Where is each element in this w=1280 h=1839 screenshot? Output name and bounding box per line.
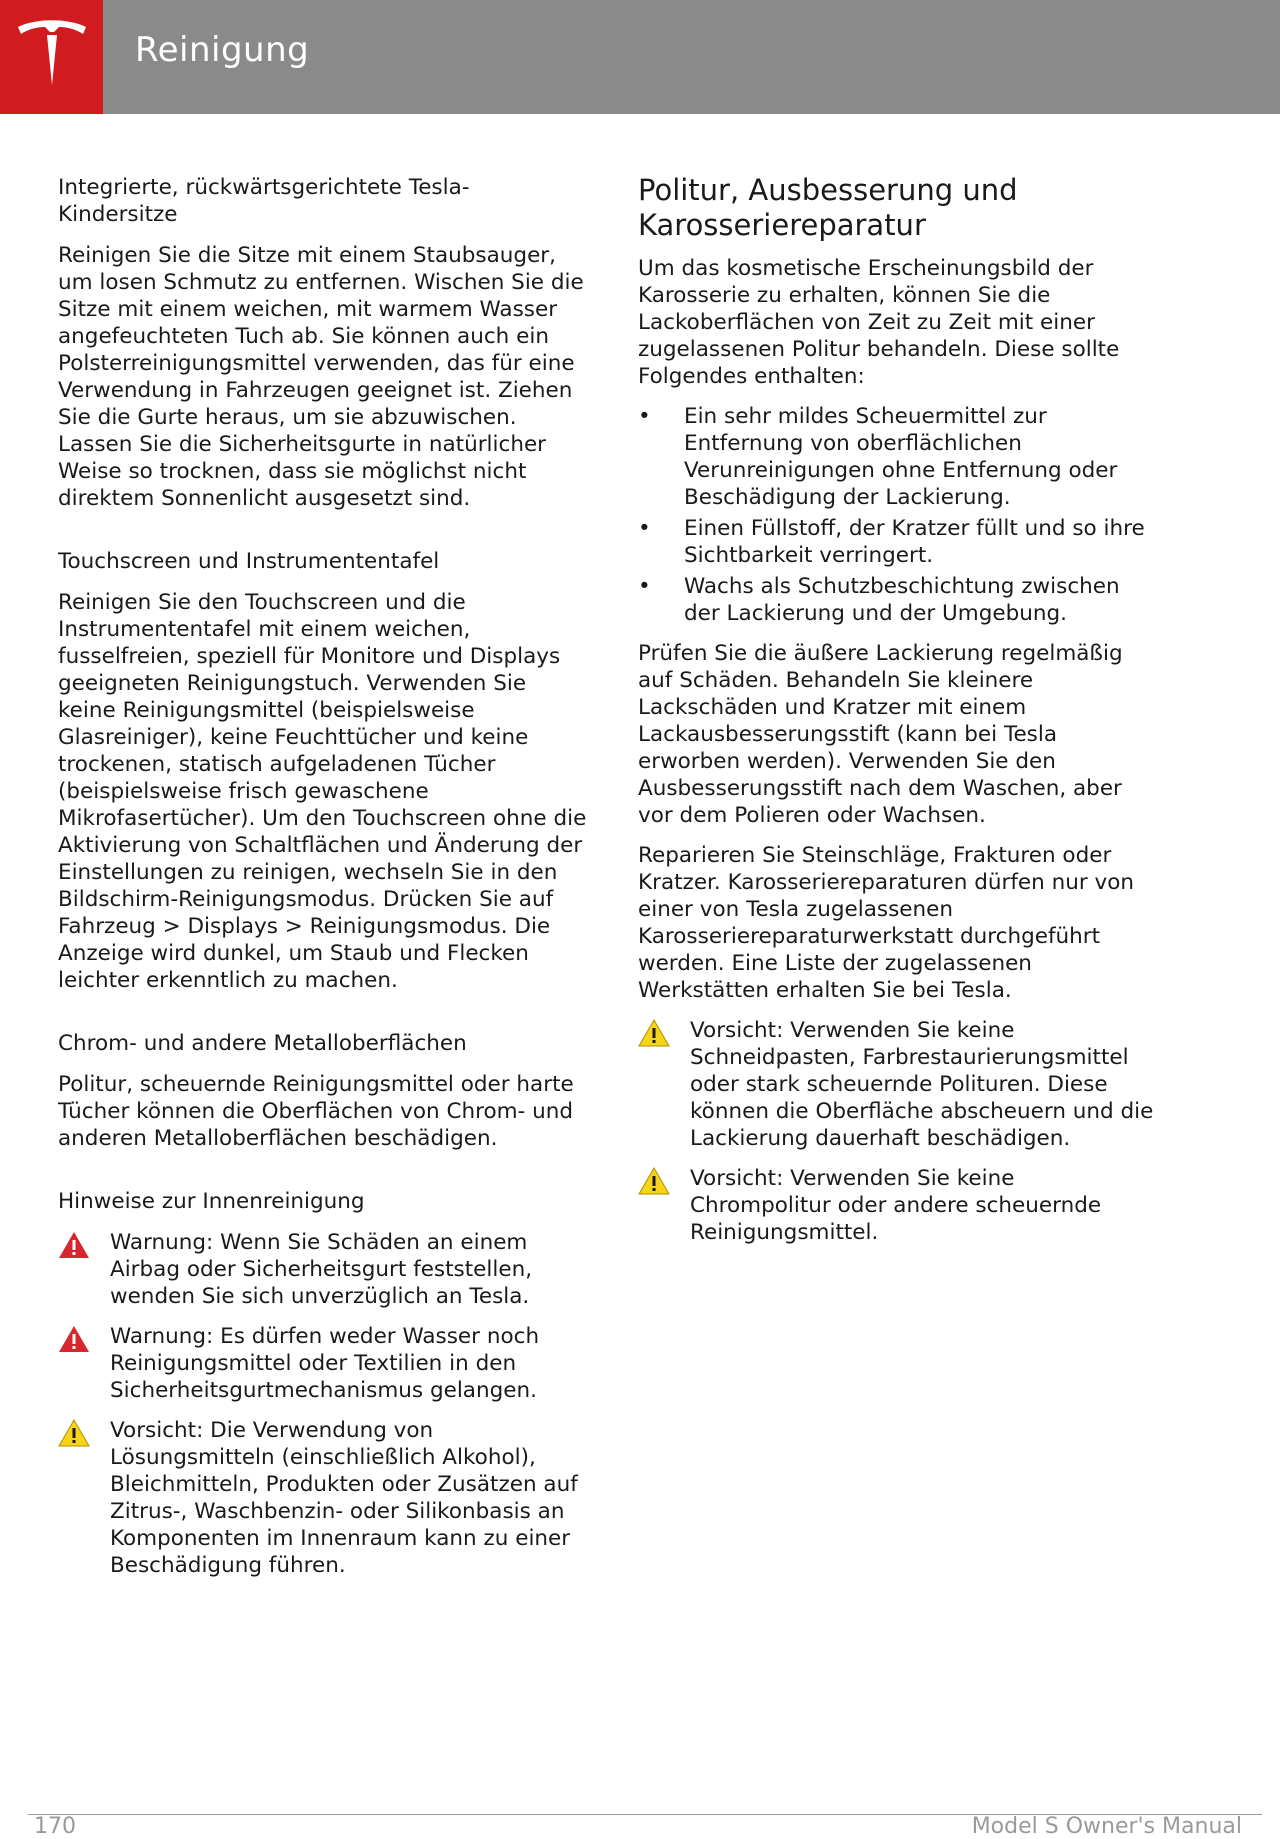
- list-item: [638, 515, 1158, 569]
- manual-title: Model S Owner's Manual: [971, 1814, 1242, 1839]
- bullet-icon: •: [638, 404, 651, 429]
- list-item: [638, 573, 1158, 627]
- caution-yellow-icon: [638, 1167, 670, 1195]
- paint-check-paragraph: Prüfen Sie die äußere Lackierung regelmäßig auf Schäden. Behandeln Sie kleinere Lackschäden und Kratzer mit einem Lackausbesserungsstift (kann bei Tesla erworben werden). Verwenden Sie den Ausbesserungsstift nach dem Waschen, aber vor dem Polieren oder Wachsen.: [638, 641, 1123, 828]
- page-number: 170: [34, 1814, 76, 1839]
- tesla-logo-icon: [14, 19, 90, 89]
- notice-text: Vorsicht: Verwenden Sie keine Chrompolitur oder andere scheuernde Reinigungsmittel.: [690, 1166, 1102, 1245]
- notice-text: Warnung: Es dürfen weder Wasser noch Reinigungsmittel oder Textilien in den Sicherheitsgurtmechanismus gelangen.: [110, 1324, 540, 1403]
- section-heading-interior-notes: Hinweise zur Innenreinigung: [58, 1189, 365, 1214]
- section-title-polish: Politur, Ausbesserung und Karosseriereparatur: [638, 173, 1018, 242]
- warning-red-icon: [58, 1231, 90, 1259]
- bullet-icon: •: [638, 574, 651, 599]
- bullet-icon: •: [638, 516, 651, 541]
- page-title: Reinigung: [135, 30, 310, 70]
- caution-yellow-icon: [58, 1419, 90, 1447]
- page-header: [0, 0, 1280, 114]
- list-item-text: Ein sehr mildes Scheuermittel zur Entfernung von oberflächlichen Verunreinigungen ohne Entfernung oder Beschädigung der Lackierung.: [684, 404, 1118, 510]
- chrome-paragraph: Politur, scheuernde Reinigungsmittel oder harte Tücher können die Oberflächen von Chrom- und anderen Metalloberflächen beschädigen.: [58, 1072, 574, 1151]
- polish-intro-paragraph: Um das kosmetische Erscheinungsbild der Karosserie zu erhalten, können Sie die Lackoberflächen von Zeit zu Zeit mit einer zugelassenen Politur behandeln. Diese sollte Folgendes enthalten:: [638, 256, 1120, 389]
- warning-notice: [58, 1323, 588, 1404]
- notice-text: Warnung: Wenn Sie Schäden an einem Airbag oder Sicherheitsgurt feststellen, wenden Sie sich unverzüglich an Tesla.: [110, 1230, 533, 1309]
- section-heading-touchscreen: Touchscreen und Instrumententafel: [58, 549, 440, 574]
- child-seats-paragraph: Reinigen Sie die Sitze mit einem Staubsauger, um losen Schmutz zu entfernen. Wischen Sie die Sitze mit einem weichen, mit warmem Wasser angefeuchteten Tuch ab. Sie können auch ein Polsterreinigungsmittel verwenden, das für eine Verwendung in Fahrzeugen geeignet ist. Ziehen Sie die Gurte heraus, um sie abzuwischen. Lassen Sie die Sicherheitsgurte in natürlicher Weise so trocknen, dass sie möglichst nicht direktem Sonnenlicht ausgesetzt sind.: [58, 243, 584, 511]
- warning-red-icon: [58, 1325, 90, 1353]
- section-heading-child-seats: Integrierte, rückwärtsgerichtete Tesla-Kindersitze: [58, 175, 470, 227]
- polish-ingredients-list: [638, 403, 1158, 627]
- right-column: [638, 170, 1158, 1259]
- list-item-text: Wachs als Schutzbeschichtung zwischen der Lackierung und der Umgebung.: [684, 574, 1120, 626]
- list-item: [638, 403, 1158, 511]
- notice-text: Vorsicht: Die Verwendung von Lösungsmitteln (einschließlich Alkohol), Bleichmitteln, Produkten oder Zusätzen auf Zitrus-, Waschbenzin- oder Silikonbasis an Komponenten im Innenraum kann zu einer Beschädigung führen.: [110, 1418, 578, 1578]
- caution-notice: [638, 1017, 1158, 1152]
- body-repair-paragraph: Reparieren Sie Steinschläge, Frakturen oder Kratzer. Karosseriereparaturen dürfen nur von einer von Tesla zugelassenen Karosseriereparaturwerkstatt durchgeführt werden. Eine Liste der zugelassenen Werkstätten erhalten Sie bei Tesla.: [638, 843, 1135, 1003]
- list-item-text: Einen Füllstoff, der Kratzer füllt und so ihre Sichtbarkeit verringert.: [684, 516, 1145, 568]
- notice-text: Vorsicht: Verwenden Sie keine Schneidpasten, Farbrestaurierungsmittel oder stark scheuernde Polituren. Diese können die Oberfläche abscheuern und die Lackierung dauerhaft beschädigen.: [690, 1018, 1154, 1151]
- brand-logo-box: [0, 0, 103, 114]
- warning-notice: [58, 1229, 588, 1310]
- left-column: [58, 170, 588, 1592]
- caution-notice: [638, 1165, 1158, 1246]
- section-heading-chrome: Chrom- und andere Metalloberflächen: [58, 1031, 467, 1056]
- caution-notice: [58, 1417, 588, 1579]
- caution-yellow-icon: [638, 1019, 670, 1047]
- touchscreen-paragraph: Reinigen Sie den Touchscreen und die Instrumententafel mit einem weichen, fusselfreien, speziell für Monitore und Displays geeigneten Reinigungstuch. Verwenden Sie keine Reinigungsmittel (beispielsweise Glasreiniger), keine Feuchttücher und keine trockenen, statisch aufgeladenen Tücher (beispielsweise frisch gewaschene Mikrofasertücher). Um den Touchscreen ohne die Aktivierung von Schaltflächen und Änderung der Einstellungen zu reinigen, wechseln Sie in den Bildschirm-Reinigungsmodus. Drücken Sie auf Fahrzeug > Displays > Reinigungsmodus. Die Anzeige wird dunkel, um Staub und Flecken leichter erkenntlich zu machen.: [58, 590, 587, 993]
